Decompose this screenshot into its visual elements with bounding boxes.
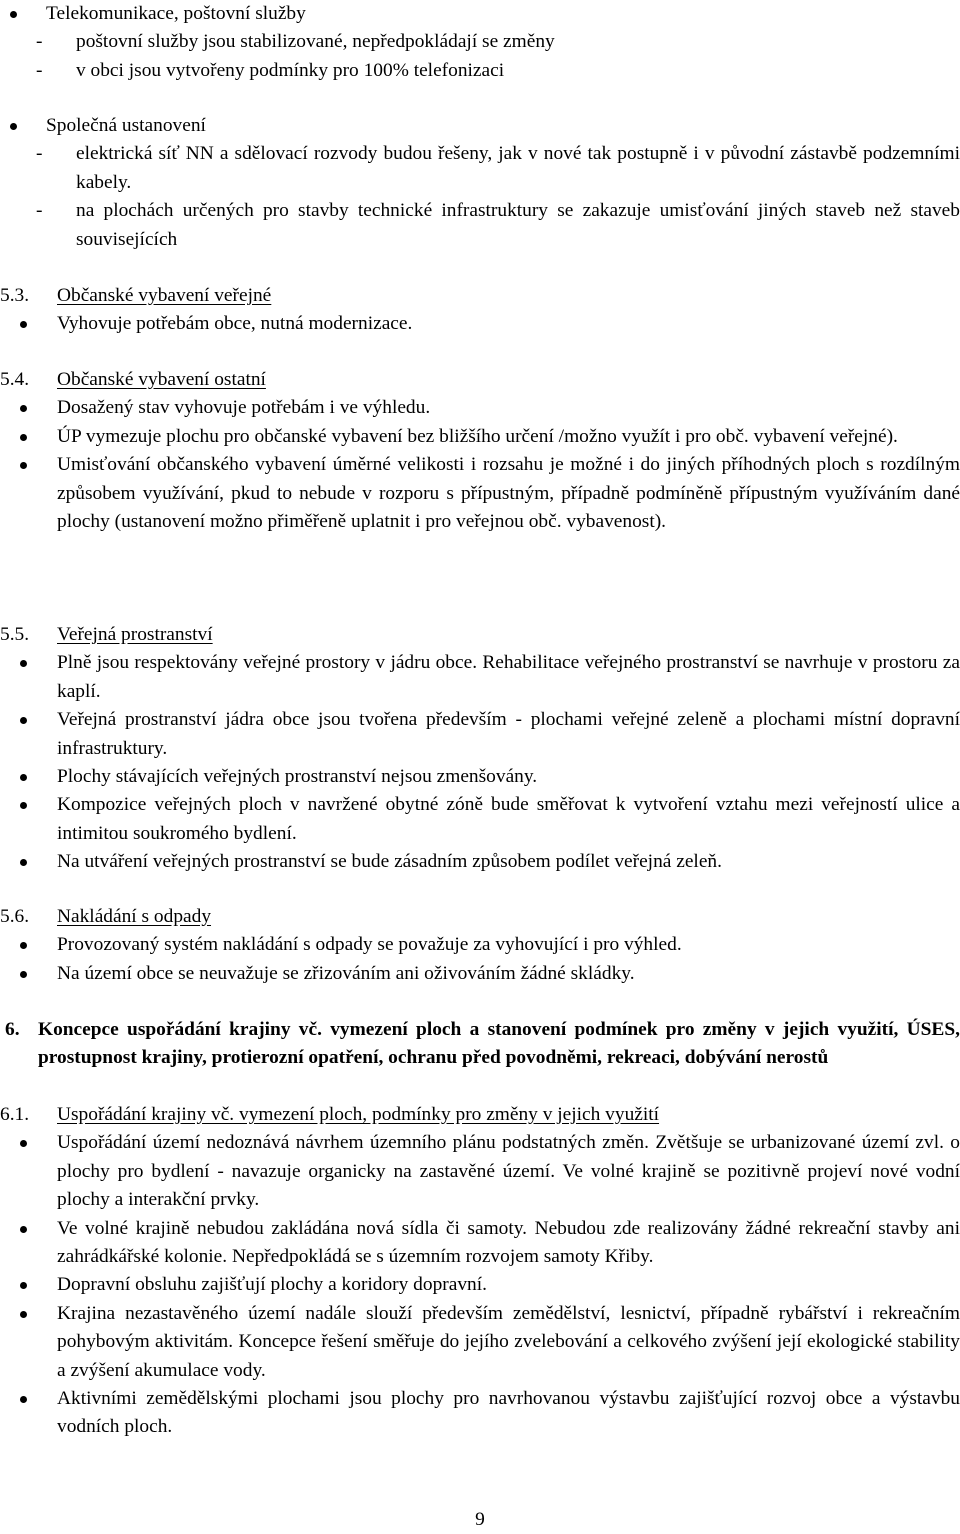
bullet-item bbox=[0, 423, 960, 451]
bullet-icon bbox=[20, 1311, 27, 1318]
bullet-text: Ve volné krajině nebudou zakládána nová sídla či samoty. Nebudou zde realizovány žádné rekreační stavby ani zahrádkářské kolonie. Nepředpokládá se s územním rozvojem samoty Křiby. bbox=[57, 1217, 960, 1268]
bullet-icon bbox=[10, 11, 17, 18]
section-title: Veřejná prostranství bbox=[57, 624, 213, 645]
section-number: 6.1. bbox=[0, 1104, 30, 1125]
bullet-text: Plně jsou respektovány veřejné prostory v jádru obce. Rehabilitace veřejného prostranství se navrhuje v prostoru za kaplí. bbox=[57, 652, 960, 702]
bullet-text: Vyhovuje potřebám obce, nutná modernizace. bbox=[57, 313, 413, 335]
section-6-1 bbox=[0, 1101, 960, 1442]
dash-icon: - bbox=[36, 59, 43, 81]
section-5-5 bbox=[0, 621, 960, 877]
dash-text: elektrická síť NN a sdělovací rozvody budou řešeny, jak v nové tak postupně i v původní zástavbě podzemními kabely. bbox=[76, 143, 960, 193]
bullet-item bbox=[0, 763, 960, 791]
bullet-item bbox=[0, 1385, 960, 1442]
bullet-item bbox=[0, 0, 960, 28]
section-title: Nakládání s odpady bbox=[57, 906, 212, 927]
section-title: Občanské vybavení ostatní bbox=[57, 369, 266, 390]
bullet-icon bbox=[20, 1140, 27, 1147]
bullet-text: Uspořádání území nedoznává návrhem územního plánu podstatných změn. Zvětšuje se urbanizované území zvl. o plochy pro bydlení - navazuje organicky na zastavěné území. Ve volné krajině se pozitivně projeví nové vodní plochy a interakční prvky. bbox=[57, 1132, 960, 1211]
chapter-6 bbox=[0, 1016, 960, 1073]
section-heading bbox=[0, 903, 960, 931]
bullet-item bbox=[0, 931, 960, 959]
section-title: Telekomunikace, poštovní služby bbox=[46, 3, 306, 24]
bullet-text: Veřejná prostranství jádra obce jsou tvořena především - plochami veřejné zeleně a plochami místní dopravní infrastruktury. bbox=[57, 709, 960, 759]
dash-icon: - bbox=[36, 31, 43, 53]
bullet-item bbox=[0, 960, 960, 988]
dash-item bbox=[0, 197, 960, 254]
bullet-icon bbox=[20, 405, 27, 412]
section-number: 5.3. bbox=[0, 285, 30, 306]
page-number: 9 bbox=[475, 1509, 485, 1530]
bullet-text: Na území obce se neuvažuje se zřizováním ani oživováním žádné skládky. bbox=[57, 962, 635, 984]
dash-item bbox=[0, 57, 960, 85]
bullet-item bbox=[0, 1300, 960, 1385]
section-heading bbox=[0, 366, 960, 394]
section-5-6 bbox=[0, 903, 960, 988]
bullet-item bbox=[0, 791, 960, 848]
dash-icon: - bbox=[36, 143, 43, 165]
section-heading bbox=[0, 1101, 960, 1129]
section-number: 5.4. bbox=[0, 369, 30, 390]
bullet-icon bbox=[20, 859, 27, 866]
dash-text: poštovní služby jsou stabilizované, nepředpokládají se změny bbox=[76, 31, 555, 53]
bullet-icon bbox=[20, 462, 27, 469]
chapter-number: 6. bbox=[5, 1019, 20, 1040]
bullet-item bbox=[0, 112, 960, 140]
bullet-item bbox=[0, 848, 960, 876]
bullet-item bbox=[0, 1215, 960, 1272]
section-title: Občanské vybavení veřejné bbox=[57, 285, 272, 306]
bullet-icon bbox=[20, 802, 27, 809]
bullet-icon bbox=[20, 434, 27, 441]
bullet-item bbox=[0, 649, 960, 706]
bullet-item bbox=[0, 394, 960, 422]
dash-icon: - bbox=[36, 200, 43, 222]
bullet-text: Na utváření veřejných prostranství se bude zásadním způsobem podílet veřejná zeleň. bbox=[57, 851, 722, 873]
bullet-text: Umisťování občanského vybavení úměrné velikosti i rozsahu je možné i do jiných příhodných ploch s rozdílným způsobem využívání, pkud to nebude v rozporu s přípustným, případně podmíněně přípustným využíváním dané plochy (ustanovení možno přiměřeně uplatnit i pro veřejnou obč. vybavenost). bbox=[57, 454, 960, 533]
bullet-text: Aktivními zemědělskými plochami jsou plochy pro navrhovanou výstavbu zajišťující rozvoj obce a výstavbu vodních ploch. bbox=[57, 1388, 960, 1438]
section-heading bbox=[0, 282, 960, 310]
bullet-icon bbox=[20, 321, 27, 328]
bullet-icon bbox=[20, 971, 27, 978]
dash-item bbox=[0, 28, 960, 56]
bullet-text: Provozovaný systém nakládání s odpady se považuje za vyhovující i pro výhled. bbox=[57, 934, 682, 956]
bullet-text: Plochy stávajících veřejných prostranství nejsou zmenšovány. bbox=[57, 766, 538, 788]
bullet-item bbox=[0, 1271, 960, 1299]
bullet-text: Kompozice veřejných ploch v navržené obytné zóně bude směřovat k vytvoření vztahu mezi veřejností ulice a intimitou soukromého bydlení. bbox=[57, 794, 960, 844]
section-heading bbox=[0, 621, 960, 649]
section-common bbox=[0, 112, 960, 254]
chapter-title: Koncepce uspořádání krajiny vč. vymezení ploch a stanovení podmínek pro změny v jejich využití, ÚSES, prostupnost krajiny, protierozní opatření, ochranu před povodněmi, rekreaci, dobývání nerostů bbox=[38, 1019, 960, 1069]
bullet-icon bbox=[20, 1282, 27, 1289]
section-number: 5.6. bbox=[0, 906, 30, 927]
bullet-icon bbox=[20, 660, 27, 667]
bullet-icon bbox=[10, 123, 17, 130]
bullet-icon bbox=[20, 942, 27, 949]
bullet-item bbox=[0, 1129, 960, 1214]
bullet-text: ÚP vymezuje plochu pro občanské vybavení bez bližšího určení /možno využít i pro obč. vybavení veřejné). bbox=[57, 425, 898, 447]
section-number: 5.5. bbox=[0, 624, 30, 645]
bullet-item bbox=[0, 451, 960, 536]
dash-text: na plochách určených pro stavby technické infrastruktury se zakazuje umisťování jiných staveb než staveb souvisejících bbox=[76, 200, 960, 250]
section-title: Uspořádání krajiny vč. vymezení ploch, podmínky pro změny v jejich využití bbox=[57, 1104, 660, 1125]
section-title: Společná ustanovení bbox=[46, 115, 206, 136]
bullet-icon bbox=[20, 1226, 27, 1233]
bullet-item bbox=[0, 310, 960, 338]
bullet-icon bbox=[20, 774, 27, 781]
bullet-icon bbox=[20, 717, 27, 724]
bullet-text: Dopravní obsluhu zajišťují plochy a koridory dopravní. bbox=[57, 1274, 487, 1296]
bullet-text: Krajina nezastavěného území nadále slouží především zemědělství, lesnictví, případně rybářství i rekreačním pohybovým aktivitám. Koncepce řešení směřuje do jejího zvelebování a celkového zvýšení její ekologické stability a zvýšení akumulace vody. bbox=[57, 1302, 960, 1381]
bullet-item bbox=[0, 706, 960, 763]
bullet-text: Dosažený stav vyhovuje potřebám i ve výhledu. bbox=[57, 397, 431, 419]
bullet-icon bbox=[20, 1396, 27, 1403]
chapter-heading bbox=[0, 1016, 960, 1073]
dash-text: v obci jsou vytvořeny podmínky pro 100% telefonizaci bbox=[76, 59, 505, 81]
section-5-3 bbox=[0, 282, 960, 339]
section-5-4 bbox=[0, 366, 960, 536]
dash-item bbox=[0, 140, 960, 197]
section-telecom bbox=[0, 0, 960, 85]
